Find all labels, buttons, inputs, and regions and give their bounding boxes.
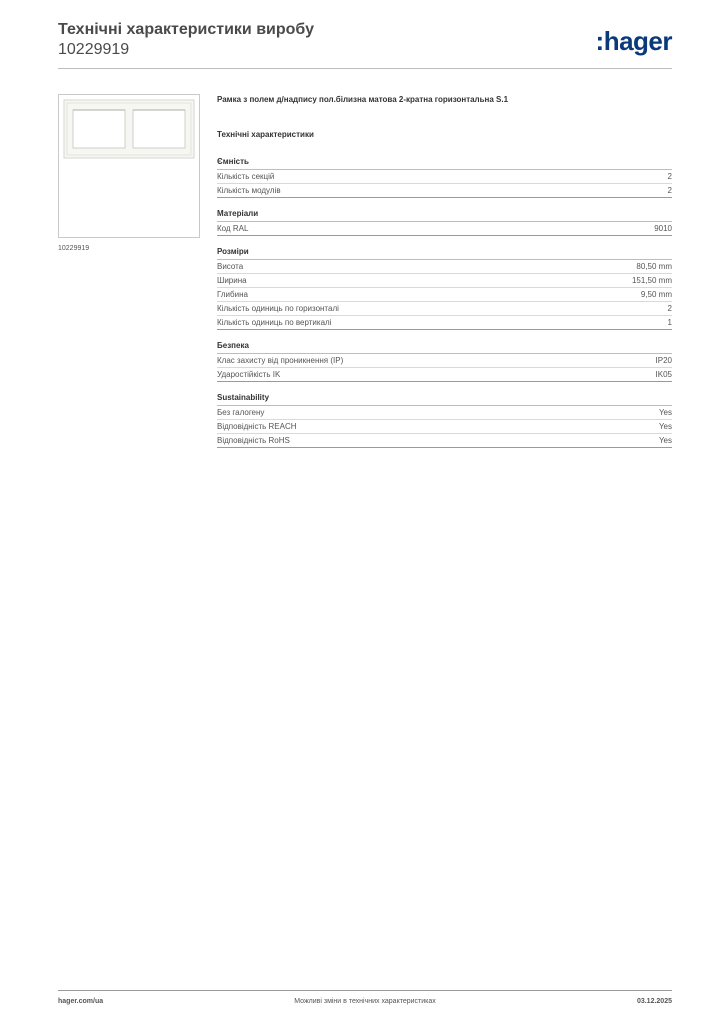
spec-section [217,156,672,198]
spec-row [217,368,672,382]
spec-value: 2 [667,304,672,313]
spec-label: Ширина [217,276,247,285]
spec-sections [217,156,672,448]
footer-note: Можливі зміни в технічних характеристиках [294,998,436,1005]
spec-section [217,340,672,382]
spec-row [217,434,672,448]
spec-section [217,246,672,330]
spec-value: 2 [667,186,672,195]
spec-label: Відповідність REACH [217,422,297,431]
image-caption: 10229919 [58,245,90,252]
footer-website[interactable]: hager.com/ua [58,998,104,1005]
double-frame-icon [63,99,195,159]
spec-row [217,170,672,184]
spec-value: 151,50 mm [631,276,672,285]
spec-label: Код RAL [217,224,249,233]
header-divider [58,68,672,69]
spec-value: 9,50 mm [640,290,672,299]
product-image [58,94,200,238]
spec-row [217,354,672,368]
spec-label: Висота [217,262,244,271]
footer-divider [58,990,672,991]
spec-value: 80,50 mm [636,262,672,271]
spec-value: IK05 [655,370,672,379]
spec-label: Клас захисту від проникнення (IP) [217,356,344,365]
spec-label: Без галогену [217,408,265,417]
spec-row [217,184,672,198]
spec-row [217,274,672,288]
spec-section [217,208,672,236]
spec-value: Yes [658,436,672,445]
page-title: Технічні характеристики виробу [58,21,314,38]
spec-value: 9010 [654,224,672,233]
spec-label: Відповідність RoHS [217,436,290,445]
spec-value: 1 [667,318,672,327]
spec-value: Yes [658,422,672,431]
spec-content [217,94,672,458]
spec-value: 2 [667,172,672,181]
hager-logo: :hager [595,26,672,56]
spec-row [217,222,672,236]
spec-label: Ударостійкість IK [217,370,281,379]
spec-row [217,420,672,434]
spec-section [217,392,672,448]
spec-row [217,260,672,274]
specs-heading: Технічні характеристики [217,130,314,139]
section-title: Матеріали [217,208,672,222]
section-title: Розміри [217,246,672,260]
article-number: 10229919 [58,41,130,58]
spec-label: Кількість секцій [217,172,275,181]
spec-label: Глибина [217,290,248,299]
footer-date: 03.12.2025 [636,998,672,1005]
spec-label: Кількість одиниць по вертикалі [217,318,332,327]
spec-row [217,406,672,420]
spec-row [217,316,672,330]
product-name: Рамка з полем д/надпису пол.білизна матова 2-кратна горизонтальна S.1 [217,95,509,104]
document-header [58,20,672,68]
section-title: Sustainability [217,392,672,406]
section-title: Безпека [217,340,672,354]
spec-row [217,302,672,316]
spec-row [217,288,672,302]
spec-label: Кількість одиниць по горизонталі [217,304,339,313]
spec-value: Yes [658,408,672,417]
spec-value: IP20 [655,356,672,365]
section-title: Ємність [217,156,672,170]
spec-label: Кількість модулів [217,186,281,195]
